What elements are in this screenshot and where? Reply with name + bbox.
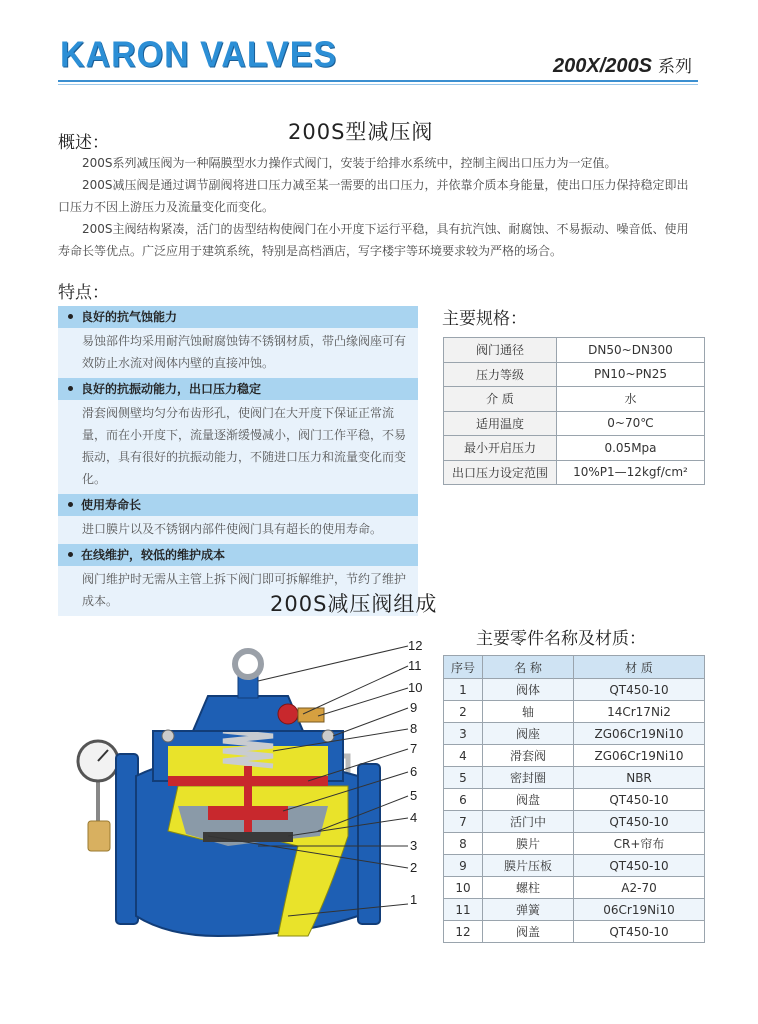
table-row: 出口压力设定范围 10%P1—12kgf/cm² <box>444 460 705 485</box>
callout-label: 10 <box>408 680 423 695</box>
table-row: 8 膜片 CR+帘布 <box>444 833 705 855</box>
callout-label: 6 <box>410 764 418 779</box>
table-row: 1 阀体 QT450-10 <box>444 679 705 701</box>
table-row: 最小开启压力 0.05Mpa <box>444 436 705 461</box>
callout-label: 4 <box>410 810 418 825</box>
overview-heading: 概述： <box>58 133 109 153</box>
feature-text: 滑套阀侧壁均匀分布齿形孔，使阀门在大开度下保证正常流量，而在小开度下，流量逐渐缓慢减小，阀门工作平稳，不易振动，具有很好的抗振动能力，不随进口压力和流量变化而变化。 <box>58 400 418 494</box>
parts-heading: 主要零件名称及材质： <box>476 629 646 649</box>
specs-table <box>443 337 705 485</box>
table-row: 12 阀盖 QT450-10 <box>444 921 705 943</box>
table-row: 9 膜片压板 QT450-10 <box>444 855 705 877</box>
callout-label: 3 <box>410 838 418 853</box>
callout-label: 9 <box>410 700 418 715</box>
callout-label: 8 <box>410 721 418 736</box>
brand-logo: KARON VALVES <box>60 35 338 75</box>
feature-text: 进口膜片以及不锈钢内部件使阀门具有超长的使用寿命。 <box>58 516 418 544</box>
feature-title: 在线维护，较低的维护成本 <box>58 544 418 566</box>
overview-paragraph: 200S减压阀是通过调节副阀将进口压力减至某一需要的出口压力，并依靠介质本身能量，使出口压力保持稳定即出口压力不因上游压力及流量变化而变化。 <box>58 178 689 214</box>
callout-label: 12 <box>408 638 423 653</box>
header-rule <box>58 80 698 82</box>
table-row: 压力等级 PN10~PN25 <box>444 362 705 387</box>
bullet-icon <box>68 314 73 319</box>
callout-label: 5 <box>410 788 418 803</box>
table-row: 10 螺柱 A2-70 <box>444 877 705 899</box>
series-code: 200X/200S <box>553 55 652 77</box>
table-row: 2 轴 14Cr17Ni2 <box>444 701 705 723</box>
features-heading: 特点： <box>58 283 109 303</box>
callout-label: 11 <box>408 658 422 673</box>
callout-label: 7 <box>410 741 418 756</box>
feature-title: 良好的抗气蚀能力 <box>58 306 418 328</box>
table-row: 11 弹簧 06Cr19Ni10 <box>444 899 705 921</box>
header-rule-thin <box>58 84 698 85</box>
table-row: 介 质 水 <box>444 387 705 412</box>
overview-text <box>58 152 698 262</box>
table-row: 4 滑套阀 ZG06Cr19Ni10 <box>444 745 705 767</box>
page-title: 200S型减压阀 <box>288 120 434 144</box>
table-row: 阀门通径 DN50~DN300 <box>444 338 705 363</box>
table-row: 3 阀座 ZG06Cr19Ni10 <box>444 723 705 745</box>
table-row: 适用温度 0~70℃ <box>444 411 705 436</box>
series-suffix: 系列 <box>658 57 692 76</box>
series-label <box>553 52 692 78</box>
table-header-row: 序号 名 称 材 质 <box>444 656 705 679</box>
overview-paragraph: 200S系列减压阀为一种隔膜型水力操作式阀门，安装于给排水系统中，控制主阀出口压力为一定值。 <box>82 156 617 170</box>
valve-cutaway-image <box>58 636 438 956</box>
overview-paragraph: 200S主阀结构紧凑，活门的齿型结构使阀门在小开度下运行平稳，具有抗汽蚀、耐腐蚀、不易振动、噪音低、使用寿命长等优点。广泛应用于建筑系统，特别是高档酒店，写字楼宇等环境要求较为严格的场合。 <box>58 222 689 258</box>
parts-table <box>443 655 705 943</box>
feature-title: 使用寿命长 <box>58 494 418 516</box>
specs-heading: 主要规格： <box>442 309 527 329</box>
feature-title: 良好的抗振动能力，出口压力稳定 <box>58 378 418 400</box>
bullet-icon <box>68 552 73 557</box>
feature-text: 易蚀部件均采用耐汽蚀耐腐蚀铸不锈钢材质，带凸缘阀座可有效防止水流对阀体内壁的直接冲蚀。 <box>58 328 418 378</box>
bullet-icon <box>68 386 73 391</box>
table-row: 7 活门中 QT450-10 <box>444 811 705 833</box>
features-list <box>58 306 418 616</box>
bullet-icon <box>68 502 73 507</box>
table-row: 6 阀盘 QT450-10 <box>444 789 705 811</box>
table-row: 5 密封圈 NBR <box>444 767 705 789</box>
composition-heading: 200S减压阀组成 <box>270 592 438 616</box>
callout-label: 2 <box>410 860 418 875</box>
callout-label: 1 <box>410 892 418 907</box>
feature-text: 阀门维护时无需从主管上拆下阀门即可拆解维护，节约了维护成本。 <box>58 566 418 616</box>
